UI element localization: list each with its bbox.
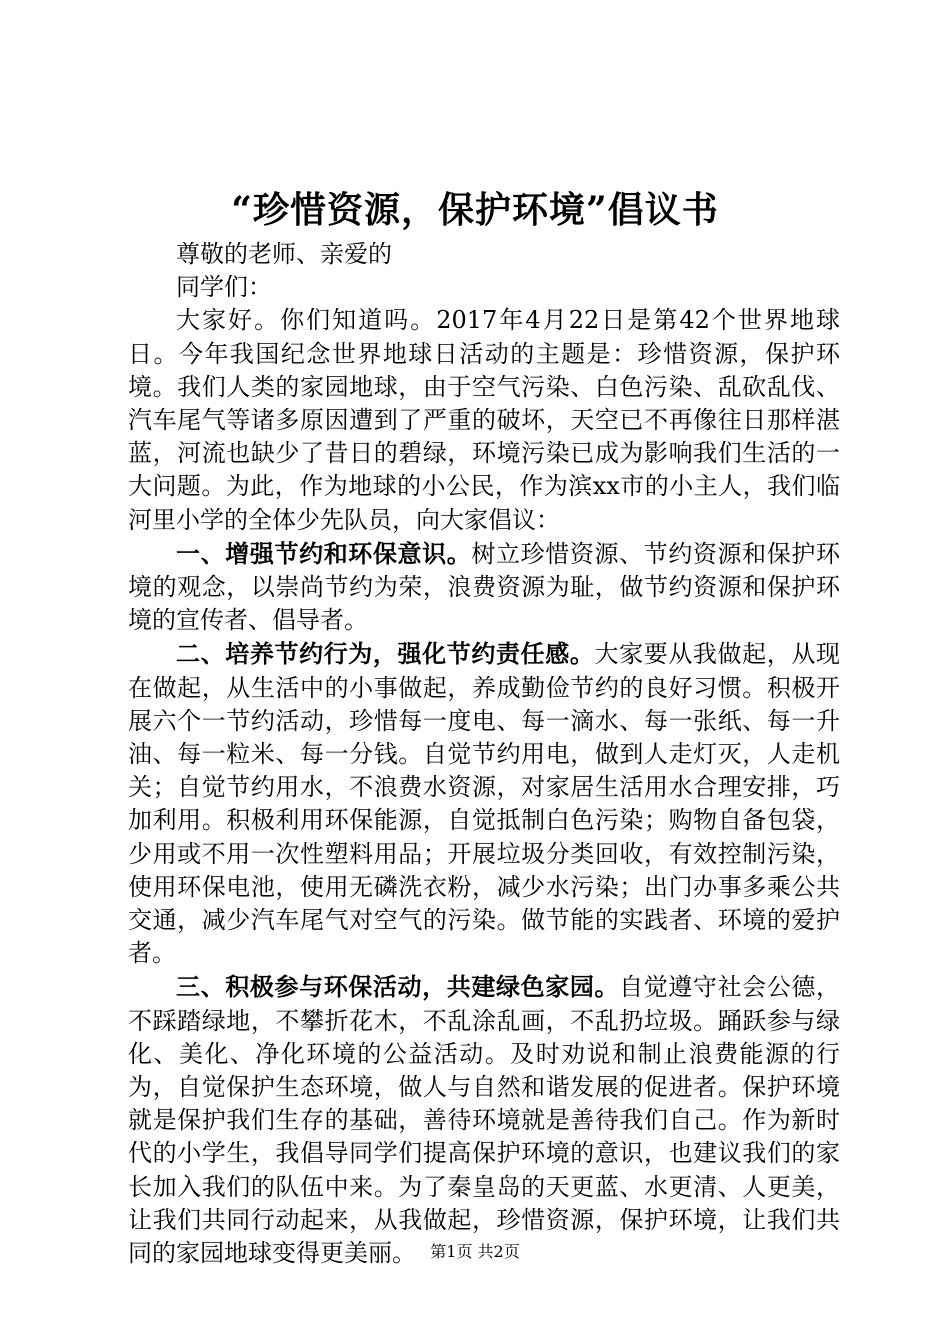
proposal-heading-1: 一、增强节约和环保意识。 — [176, 538, 472, 568]
salutation-line-1: 尊敬的老师、亲爱的 — [176, 240, 392, 268]
proposal-paragraph-2 — [128, 637, 840, 970]
page-footer: 第1页 共2页 — [430, 1242, 520, 1261]
proposal-paragraph-3 — [128, 970, 840, 1270]
proposal-heading-2: 二、培养节约行为，强化节约责任感。 — [176, 639, 595, 669]
proposal-body-3: 自觉遵守社会公德，不踩踏绿地，不攀折花木，不乱涂乱画，不乱扔垃圾。踊跃参与绿化、美化、净化环境的公益活动。及时劝说和制止浪费能源的行为，自觉保护生态环境，做人与自然和谐发展的促进者。保护环境就是保护我们生存的基础，善待环境就是善待我们自己。作为新时代的小学生，我倡导同学们提高保护环境的意识，也建议我们的家长加入我们的队伍中来。为了秦皇岛的天更蓝、水更清、人更美，让我们共同行动起来，从我做起，珍惜资源，保护环境，让我们共同的家园地球变得更美丽。 — [128, 973, 841, 1268]
intro-paragraph: 大家好。你们知道吗。2017年4月22日是第42个世界地球日。今年我国纪念世界地球日活动的主题是：珍惜资源，保护环境。我们人类的家园地球，由于空气污染、白色污染、乱砍乱伐、汽车尾气等诸多原因遭到了严重的破坏，天空已不再像往日那样湛蓝，河流也缺少了昔日的碧绿，环境污染已成为影响我们生活的一大问题。为此，作为地球的小公民，作为滨xx市的小主人，我们临河里小学的全体少先队员，向大家倡议： — [128, 306, 840, 534]
proposal-body-2: 大家要从我做起，从现在做起，从生活中的小事做起，养成勤俭节约的良好习惯。积极开展六个一节约活动，珍惜每一度电、每一滴水、每一张纸、每一升油、每一粒米、每一分钱。自觉节约用电，做到人走灯灭，人走机关；自觉节约用水，不浪费水资源，对家居生活用水合理安排，巧加利用。积极利用环保能源，自觉抵制白色污染；购物自备包袋，少用或不用一次性塑料用品；开展垃圾分类回收，有效控制污染，使用环保电池，使用无磷洗衣粉，减少水污染；出门办事多乘公共交通，减少汽车尾气对空气的污染。做节能的实践者、环境的爱护者。 — [128, 640, 841, 968]
proposal-body-1: 树立珍惜资源、节约资源和保护环境的观念，以崇尚节约为荣，浪费资源为耻，做节约资源和保护环境的宣传者、倡导者。 — [128, 539, 841, 635]
proposal-paragraph-1 — [128, 537, 840, 638]
document-body — [128, 238, 840, 1270]
salutation-line-2: 同学们： — [176, 273, 272, 302]
document-title: “珍惜资源，保护环境”倡议书 — [231, 189, 719, 231]
proposal-heading-3: 三、积极参与环保活动，共建绿色家园。 — [176, 972, 620, 1002]
